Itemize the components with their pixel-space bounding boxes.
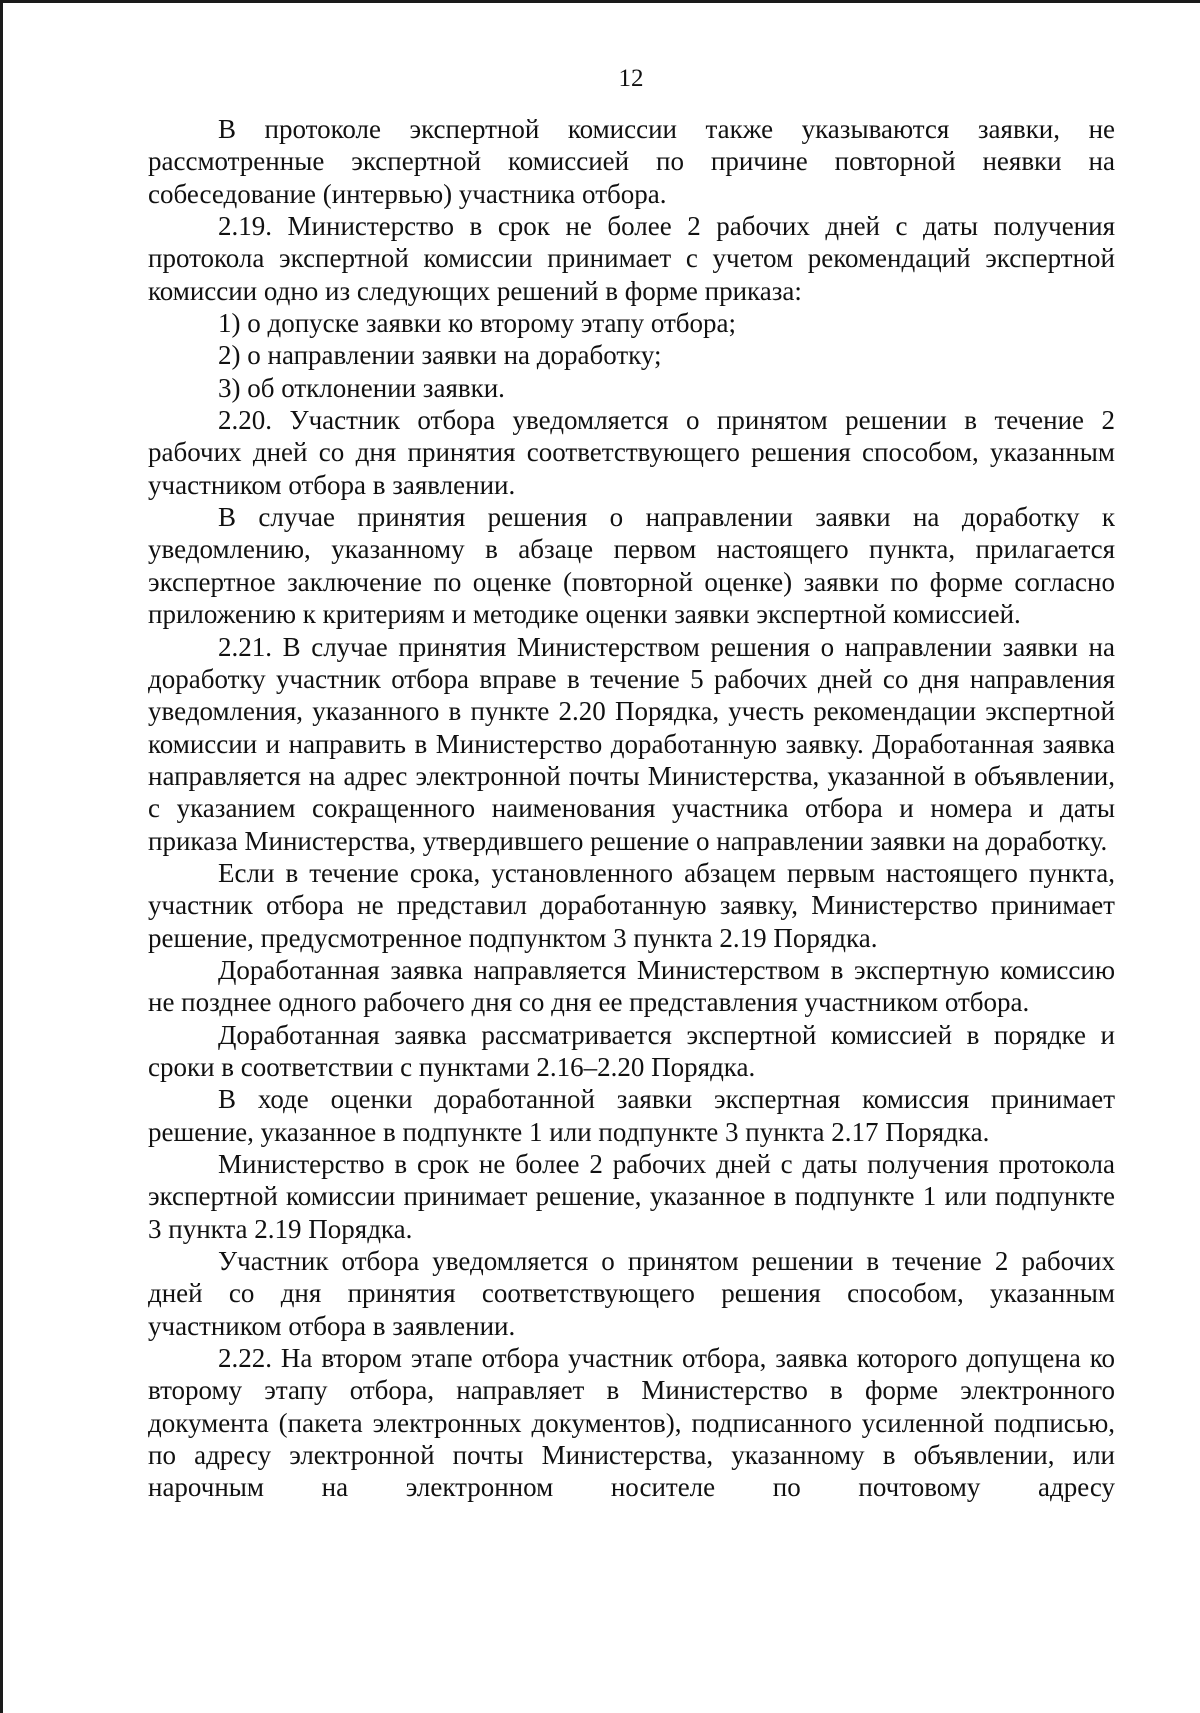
scan-edge-top [0,0,1200,3]
paragraph-2-20: 2.20. Участник отбора уведомляется о принятом решении в течение 2 рабочих дней со дня принятия соответствующего решения способом, указанным участником отбора в заявлении. [148,405,1115,500]
page-number: 12 [618,65,644,92]
document-body [148,113,1115,1504]
paragraph-revision-notice: В случае принятия решения о направлении заявки на доработку к уведомлению, указанному в абзаце первом настоящего пункта, прилагается экспертное заключение по оценке (повторной оценке) заявки по форме согласно приложению к критериям и методике оценки заявки экспертной комиссией. [148,502,1115,630]
list-item-rejection: 3) об отклонении заявки. [218,372,505,403]
list-item-revision: 2) о направлении заявки на доработку; [218,340,662,371]
paragraph-protocol-unreviewed: В протоколе экспертной комиссии также указываются заявки, не рассмотренные экспертной комиссией по причине повторной неявки на собеседование (интервью) участника отбора. [148,114,1115,209]
paragraph-review-terms: Доработанная заявка рассматривается экспертной комиссией в порядке и сроки в соответствии с пунктами 2.16–2.20 Порядка. [148,1019,1115,1082]
paragraph-ministry-decision: Министерство в срок не более 2 рабочих дней с даты получения протокола экспертной комиссии принимает решение, указанное в подпункте 1 или подпункте 3 пункта 2.19 Порядка. [148,1149,1115,1244]
list-item-admission: 1) о допуске заявки ко второму этапу отбора; [218,308,737,339]
paragraph-forwarding: Доработанная заявка направляется Министерством в экспертную комиссию не позднее одного рабочего дня со дня ее представления участником отбора. [148,954,1115,1018]
paragraph-evaluation-decision: В ходе оценки доработанной заявки экспертная комиссия принимает решение, указанное в подпункте 1 или подпункте 3 пункта 2.17 Порядка. [148,1084,1115,1147]
paragraph-participant-notice: Участник отбора уведомляется о принятом решении в течение 2 рабочих дней со дня принятия соответствующего решения способом, указанным участником отбора в заявлении. [148,1246,1115,1341]
paragraph-2-19: 2.19. Министерство в срок не более 2 рабочих дней с даты получения протокола экспертной комиссии принимает с учетом рекомендаций экспертной комиссии одно из следующих решений в форме приказа: [148,211,1115,306]
scan-edge-left [0,0,3,1713]
paragraph-missed-deadline: Если в течение срока, установленного абзацем первым настоящего пункта, участник отбора не представил доработанную заявку, Министерство принимает решение, предусмотренное подпунктом 3 пункта 2.19 Порядка. [148,857,1115,953]
paragraph-2-22: 2.22. На втором этапе отбора участник отбора, заявка которого допущена ко второму этапу отбора, направляет в Министерство в форме электронного документа (пакета электронных документов), подписанного усиленной подписью, по адресу электронной почты Министерства, указанному в объявлении, или нарочным на электронном носителе по почтовому адресу [148,1343,1115,1503]
paragraph-2-21: 2.21. В случае принятия Министерством решения о направлении заявки на доработку участник отбора вправе в течение 5 рабочих дней со дня направления уведомления, указанного в пункте 2.20 Порядка, учесть рекомендации экспертной комиссии и направить в Министерство доработанную заявку. Доработанная заявка направляется на адрес электронной почты Министерства, указанной в объявлении, с указанием сокращенного наименования участника отбора и номера и даты приказа Министерства, утвердившего решение о направлении заявки на доработку. [148,631,1115,856]
